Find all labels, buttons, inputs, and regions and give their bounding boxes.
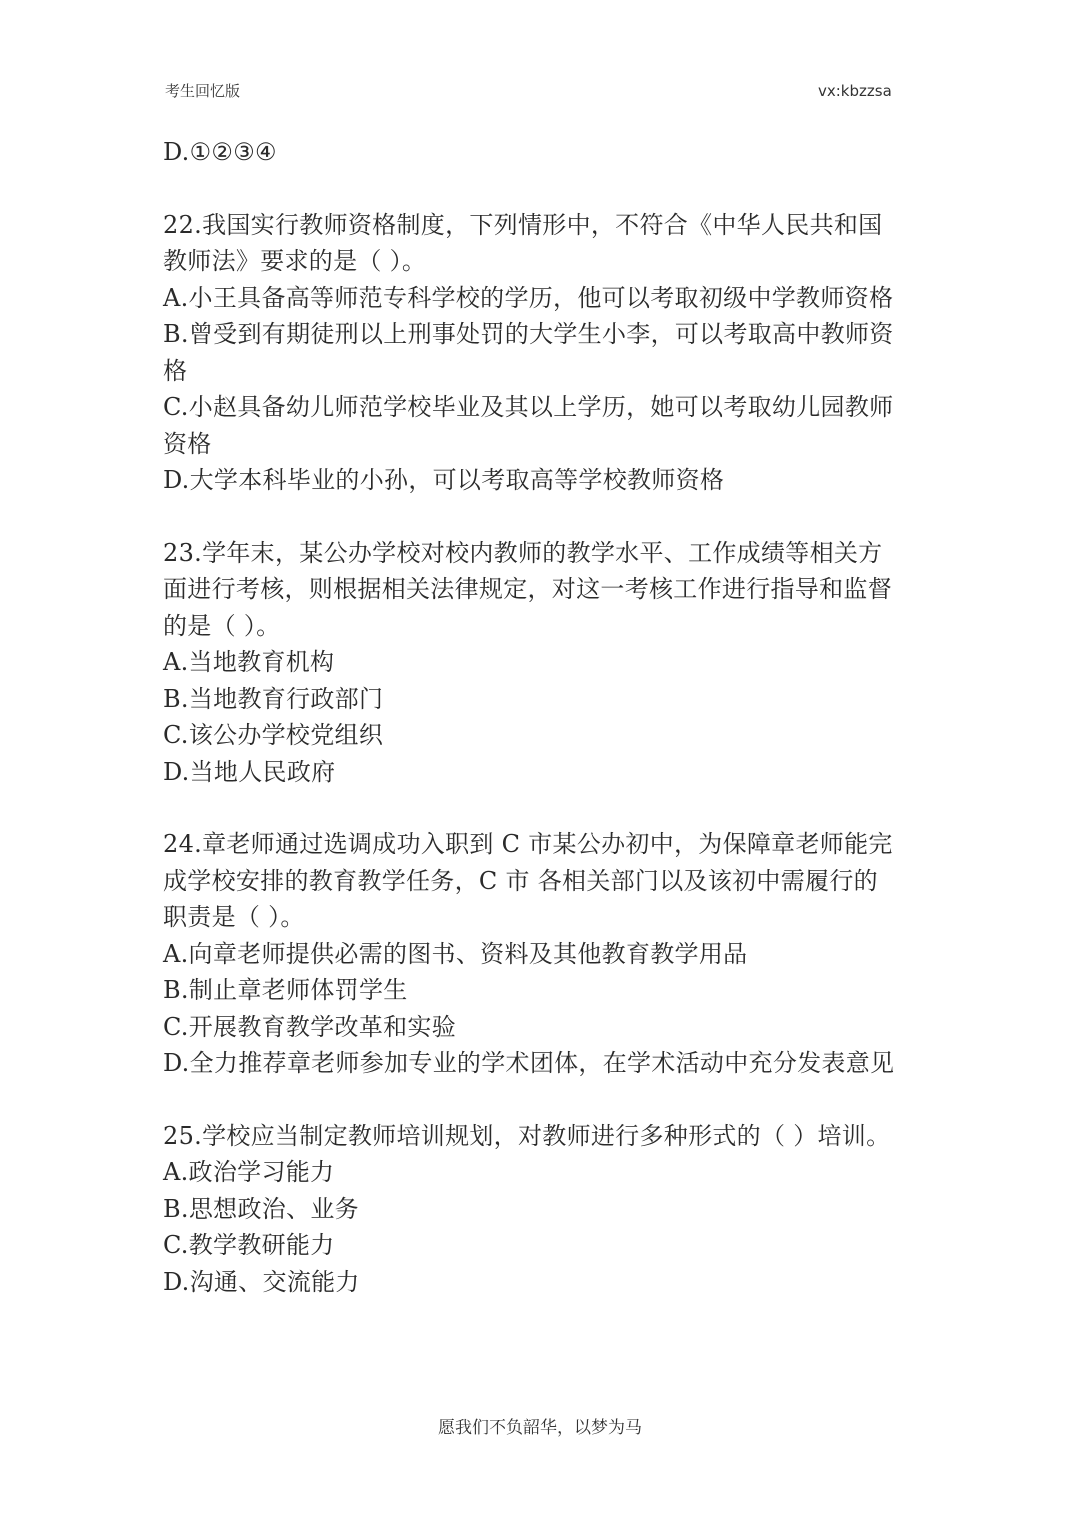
q24-option-b: B.制止章老师体罚学生 <box>163 976 408 1004</box>
q22-option-b-line2: 格 <box>163 356 188 385</box>
q23-option-d: D.当地人民政府 <box>163 757 336 786</box>
q23-stem-line1: 23.学年末，某公办学校对校内教师的教学水平、工作成绩等相关方 <box>163 538 883 567</box>
q24-option-a: A.向章老师提供必需的图书、资料及其他教育教学用品 <box>163 939 748 968</box>
q23-option-c: C.该公办学校党组织 <box>163 721 384 749</box>
q23-stem-line3: 的是（ ）。 <box>163 611 281 640</box>
q25-option-b: B.思想政治、业务 <box>163 1194 359 1223</box>
q24-stem-line1: 24.章老师通过选调成功入职到 C 市某公办初中，为保障章老师能完 <box>163 830 893 858</box>
q22-stem-line1: 22.我国实行教师资格制度，下列情形中，不符合《中华人民共和国 <box>163 210 883 239</box>
q22-option-b-line1: B.曾受到有期徒刑以上刑事处罚的大学生小李，可以考取高中教师资 <box>163 320 894 348</box>
document-body <box>163 134 923 1300</box>
q24-stem-line2: 成学校安排的教育教学任务，C 市 各相关部门以及该初中需履行的 <box>163 866 878 895</box>
header-right-text: vx:kbzzsa <box>818 82 892 100</box>
q23-option-a: A.当地教育机构 <box>163 648 335 676</box>
q25-option-c: C.教学教研能力 <box>163 1231 335 1259</box>
q25-option-d: D.沟通、交流能力 <box>163 1267 360 1296</box>
q22-option-c-line1: C.小赵具备幼儿师范学校毕业及其以上学历，她可以考取幼儿园教师 <box>163 393 894 421</box>
q22-option-a: A.小王具备高等师范专科学校的学历，他可以考取初级中学教师资格 <box>163 283 894 312</box>
q24-option-d: D.全力推荐章老师参加专业的学术团体，在学术活动中充分发表意见 <box>163 1049 895 1077</box>
q24-stem-line3: 职责是（ ）。 <box>163 903 305 931</box>
q22-stem-line2: 教师法》要求的是（ ）。 <box>163 247 427 275</box>
header-left-text: 考生回忆版 <box>165 82 241 100</box>
q23-stem-line2: 面进行考核，则根据相关法律规定，对这一考核工作进行指导和监督 <box>163 575 892 603</box>
q23-option-b: B.当地教育行政部门 <box>163 684 384 713</box>
q21-option-d: D.①②③④ <box>163 138 277 166</box>
q24-option-c: C.开展教育教学改革和实验 <box>163 1012 457 1041</box>
q22-option-d: D.大学本科毕业的小孙，可以考取高等学校教师资格 <box>163 466 725 494</box>
footer-motto: 愿我们不负韶华，以梦为马 <box>438 1418 642 1438</box>
q25-stem: 25.学校应当制定教师培训规划，对教师进行多种形式的（ ）培训。 <box>163 1121 891 1150</box>
q22-option-c-line2: 资格 <box>163 429 212 458</box>
q25-option-a: A.政治学习能力 <box>163 1158 335 1186</box>
